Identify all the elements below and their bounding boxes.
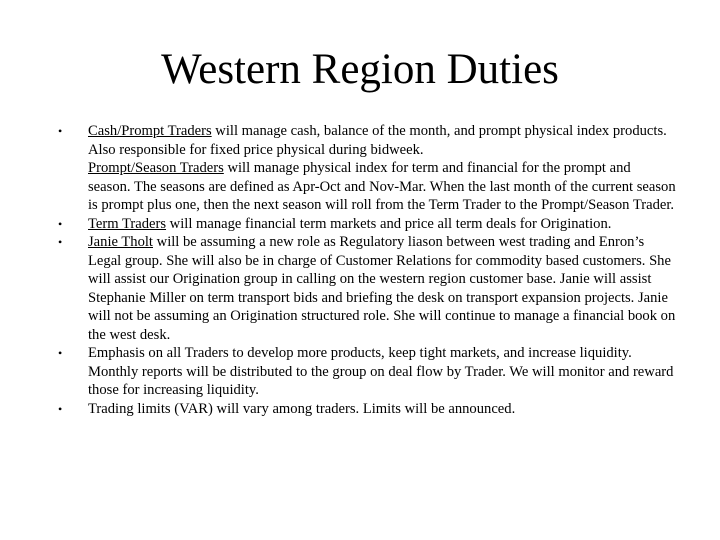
bullet-item-janie-tholt	[56, 233, 676, 344]
slide-title: Western Region Duties	[161, 46, 559, 93]
bullet-underlined-term: Term Traders	[88, 215, 167, 232]
bullet-dot-icon: •	[58, 235, 63, 249]
bullet-text	[88, 344, 676, 400]
bullet-dot-icon: •	[58, 216, 63, 231]
bullet-list	[56, 122, 676, 418]
bullet-dot-icon: •	[58, 124, 63, 138]
bullet-text	[88, 400, 676, 419]
bullet-item-cash-prompt-traders	[56, 122, 676, 215]
bullet-text	[88, 122, 676, 215]
bullet-underlined-term: Prompt/Season Traders	[88, 160, 224, 176]
bullet-item-term-traders	[56, 215, 676, 234]
bullet-body: will be assuming a new role as Regulatory liason between west trading and Enron’s Legal group. She will also be in charge of Customer Relations for commodity based customers. She will assist our Origination group in calling on the western region customer base. Janie will assist Stephanie Miller on term transport bids and briefing the desk on transport expansion projects. Janie will not be assuming an Origination structured role. She will continue to manage a financial book on the west desk.	[88, 234, 676, 343]
bullet-underlined-term: Janie Tholt	[88, 234, 153, 250]
bullet-text	[88, 233, 676, 344]
bullet-body: Trading limits (VAR) will vary among traders. Limits will be announced.	[88, 400, 516, 417]
bullet-item-trading-limits	[56, 400, 676, 419]
bullet-item-emphasis	[56, 344, 676, 400]
bullet-dot-icon: •	[58, 346, 63, 360]
bullet-body: Emphasis on all Traders to develop more products, keep tight markets, and increase liquidity. Monthly reports will be distributed to the group on deal flow by Trader. We will monitor and reward those for increasing liquidity.	[88, 345, 674, 398]
bullet-body: will manage financial term markets and price all term deals for Origination.	[166, 215, 612, 232]
bullet-text	[88, 215, 676, 234]
bullet-body: will manage physical index for term and financial for the prompt and season. The seasons are defined as Apr-Oct and Nov-Mar. When the last month of the current season is prompt plus one, then the next season will roll from the Term Trader to the Prompt/Season Trader.	[88, 160, 676, 213]
bullet-underlined-term: Cash/Prompt Traders	[88, 123, 212, 139]
bullet-body: will manage cash, balance of the month, and prompt physical index products. Also responsible for fixed price physical during bidweek.	[88, 123, 667, 158]
bullet-dot-icon: •	[58, 401, 63, 416]
